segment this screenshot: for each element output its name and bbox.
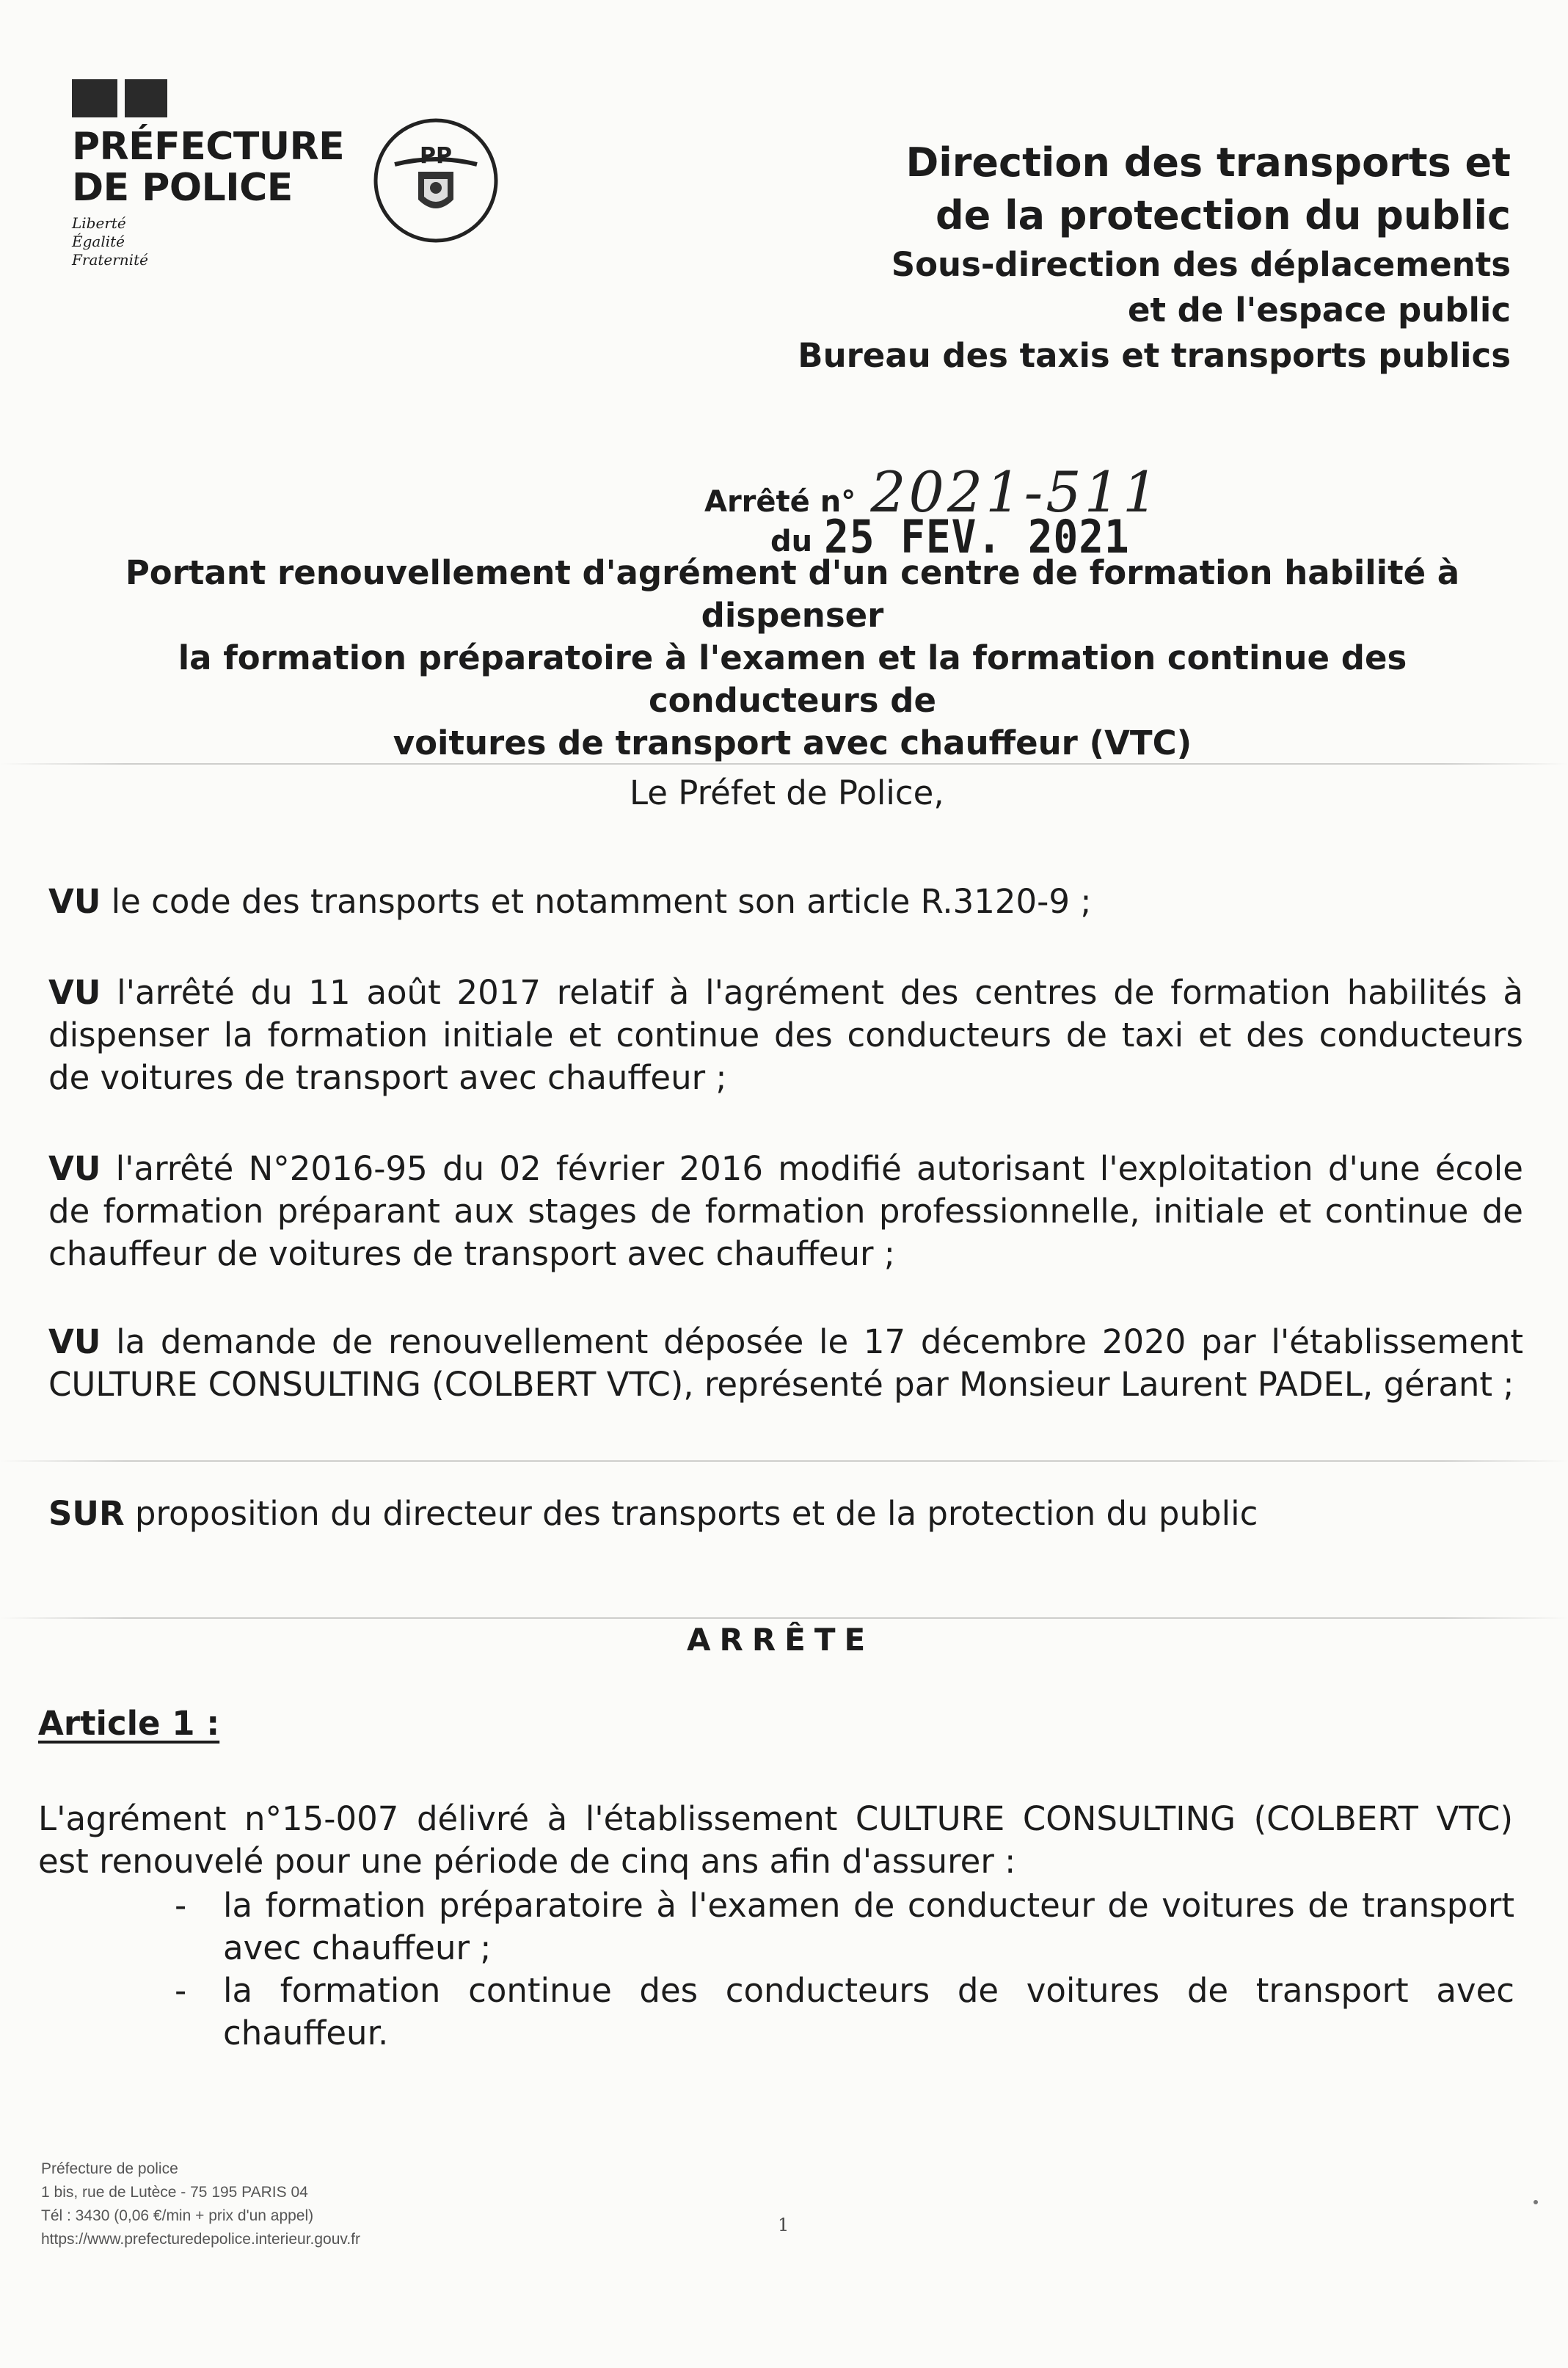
fold-line — [0, 763, 1568, 765]
sur-text: proposition du directeur des transports et de la protection du public — [124, 1494, 1258, 1533]
sur-keyword: SUR — [48, 1494, 125, 1533]
direction-line2: de la protection du public — [935, 192, 1511, 238]
footer-line3: Tél : 3430 (0,06 €/min + prix d'un appel) — [41, 2207, 314, 2224]
direction-line1: Direction des transports et — [905, 139, 1511, 186]
motto-egalite: Égalité — [72, 233, 125, 250]
title-line1: Portant renouvellement d'agrément d'un centre de formation habilité à dispenser — [125, 553, 1460, 635]
article-1-text: L'agrément n°15-007 délivré à l'établissement CULTURE CONSULTING (COLBERT VTC) est renouvelé pour une période de cinq ans afin d'assurer : — [38, 1799, 1513, 1881]
footer-line1: Préfecture de police — [41, 2160, 178, 2177]
title-line2: la formation préparatoire à l'examen et la formation continue des conducteurs de — [178, 638, 1407, 720]
bullet-text-2: la formation continue des conducteurs de voitures de transport avec chauffeur. — [223, 1971, 1514, 2052]
bullet-dash: - — [175, 1971, 187, 2010]
bullet-item — [175, 1970, 1514, 2055]
bureau-name: Bureau des taxis et transports publics — [798, 336, 1511, 375]
prefecture-line2: DE POLICE — [72, 166, 293, 210]
seal-initials: PP — [420, 143, 452, 169]
vu-keyword: VU — [48, 1322, 101, 1361]
arrete-number-label: Arrêté n° — [704, 485, 856, 519]
vu-keyword: VU — [48, 973, 101, 1012]
subdirection-line1: Sous-direction des déplacements — [891, 245, 1511, 284]
date-label: du — [770, 525, 813, 558]
arrete-number-handwritten: 2021-511 — [870, 459, 1162, 525]
footer-address — [41, 2157, 360, 2251]
marianne-logo — [72, 79, 175, 117]
vu-demande — [48, 1321, 1523, 1406]
vu-arrete-2017 — [48, 972, 1523, 1099]
date-stamp: 25 FEV. 2021 — [824, 511, 1130, 564]
vu-keyword: VU — [48, 882, 101, 921]
article-1-heading: Article 1 : — [38, 1704, 220, 1743]
vu2-text: l'arrêté du 11 août 2017 relatif à l'agrément des centres de formation habilités à dispenser la formation initiale et continue des conducteurs de taxi et des conducteurs de voitures de transport avec chauffeur ; — [48, 973, 1523, 1097]
vu-keyword: VU — [48, 1149, 101, 1188]
prefet-line: Le Préfet de Police, — [630, 773, 944, 812]
footer-line2: 1 bis, rue de Lutèce - 75 195 PARIS 04 — [41, 2184, 308, 2201]
scan-speck — [1534, 2200, 1538, 2204]
vu-code-transports — [48, 881, 1523, 923]
motto-liberte: Liberté — [72, 214, 126, 232]
bullet-dash: - — [175, 1886, 187, 1925]
subdirection-line2: et de l'espace public — [1127, 291, 1511, 329]
title-line3: voitures de transport avec chauffeur (VTC) — [393, 724, 1192, 762]
article-1-bullets — [175, 1884, 1514, 2055]
sur-proposition — [48, 1493, 1523, 1535]
vu1-text: le code des transports et notamment son article R.3120-9 ; — [101, 882, 1092, 921]
fold-line-3 — [0, 1617, 1568, 1619]
arrete-title — [81, 552, 1504, 765]
bullet-text-1: la formation préparatoire à l'examen de conducteur de voitures de transport avec chauffeur ; — [223, 1886, 1514, 1967]
fold-line-2 — [0, 1460, 1568, 1462]
vu-arrete-2016 — [48, 1148, 1523, 1275]
republic-motto — [72, 214, 148, 269]
issuing-department — [798, 136, 1511, 379]
prefecture-line1: PRÉFECTURE — [72, 125, 345, 169]
footer-url[interactable]: https://www.prefecturedepolice.interieur.gouv.fr — [41, 2231, 361, 2248]
motto-fraternite: Fraternité — [72, 251, 148, 269]
police-seal-icon — [373, 117, 499, 244]
bullet-item — [175, 1884, 1514, 1970]
vu4-text: la demande de renouvellement déposée le 17 décembre 2020 par l'établissement CULTURE CONSULTING (COLBERT VTC), représenté par Monsieur Laurent PADEL, gérant ; — [48, 1322, 1523, 1404]
page-number: 1 — [778, 2215, 790, 2235]
vu3-text: l'arrêté N°2016-95 du 02 février 2016 modifié autorisant l'exploitation d'une école de formation préparant aux stages de formation professionnelle, initiale et continue de chauffeur de voitures de transport avec chauffeur ; — [48, 1149, 1523, 1273]
prefecture-name — [72, 126, 344, 208]
arrete-heading: ARRÊTE — [687, 1622, 875, 1658]
